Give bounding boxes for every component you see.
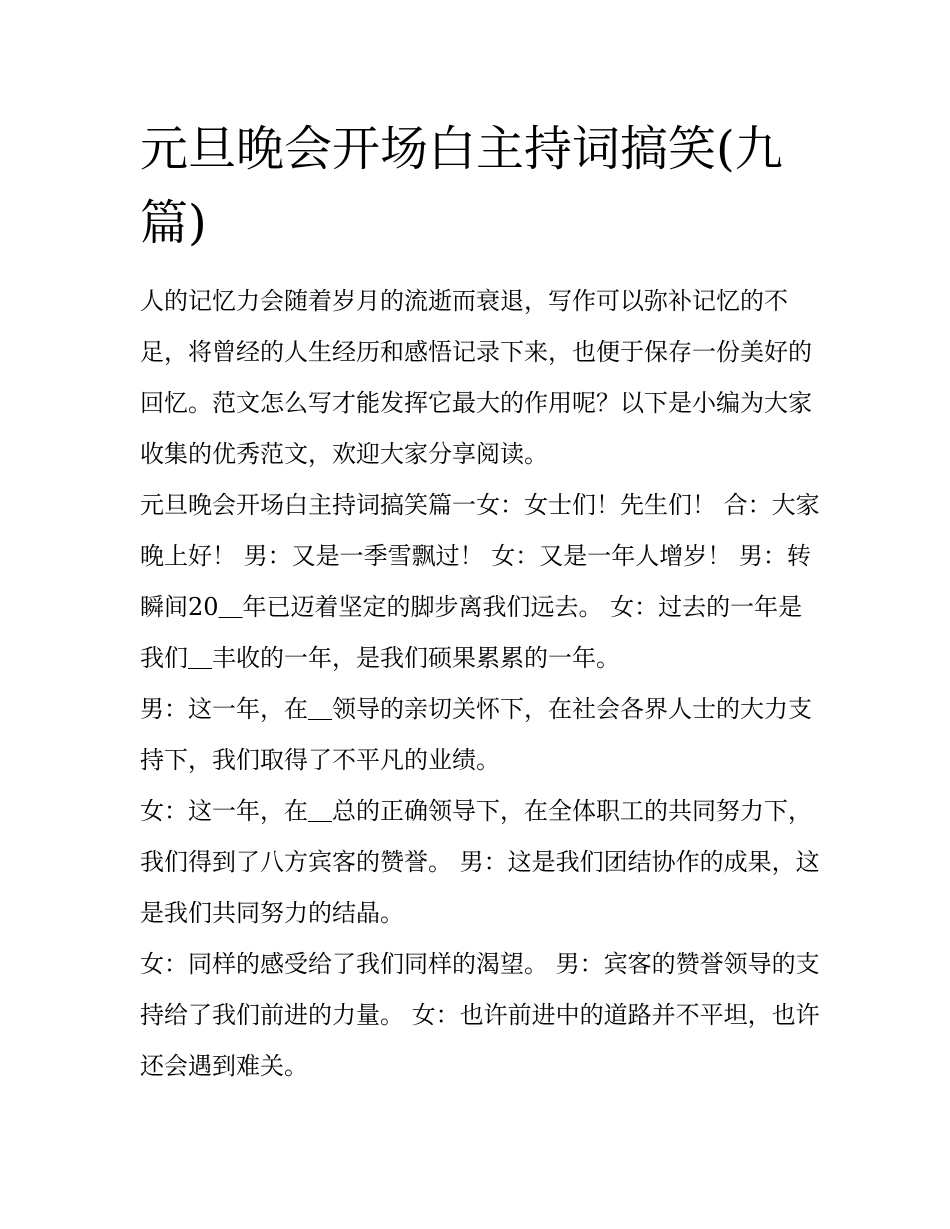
paragraph-opening: 元旦晚会开场白主持词搞笑篇一女：女士们！先生们！ 合：大家晚上好！ 男：又是一季雪飘过！ 女：又是一年人增岁！ 男：转瞬间20＿年已迈着坚定的脚步离我们远去。 女：过去的一年是我们＿丰收的一年，是我们硕果累累的一年。 <box>140 491 820 672</box>
paragraph-closing: 女：同样的感受给了我们同样的渴望。 男：宾客的赞誉领导的支持给了我们前进的力量。 女：也许前进中的道路并不平坦，也许还会遇到难关。 <box>140 950 820 1080</box>
document-body <box>140 276 820 1092</box>
paragraph-female-praise: 女：这一年，在＿总的正确领导下，在全体职工的共同努力下，我们得到了八方宾客的赞誉。 男：这是我们团结协作的成果，这是我们共同努力的结晶。 <box>140 797 820 927</box>
document-title: 元旦晚会开场白主持词搞笑(九篇) <box>140 121 783 251</box>
paragraph-intro: 人的记忆力会随着岁月的流逝而衰退，写作可以弥补记忆的不足，将曾经的人生经历和感悟记录下来，也便于保存一份美好的回忆。范文怎么写才能发挥它最大的作用呢？以下是小编为大家收集的优秀范文，欢迎大家分享阅读。 <box>140 287 812 468</box>
paragraph-male-leadership: 男：这一年，在＿领导的亲切关怀下，在社会各界人士的大力支持下，我们取得了不平凡的业绩。 <box>140 695 812 774</box>
